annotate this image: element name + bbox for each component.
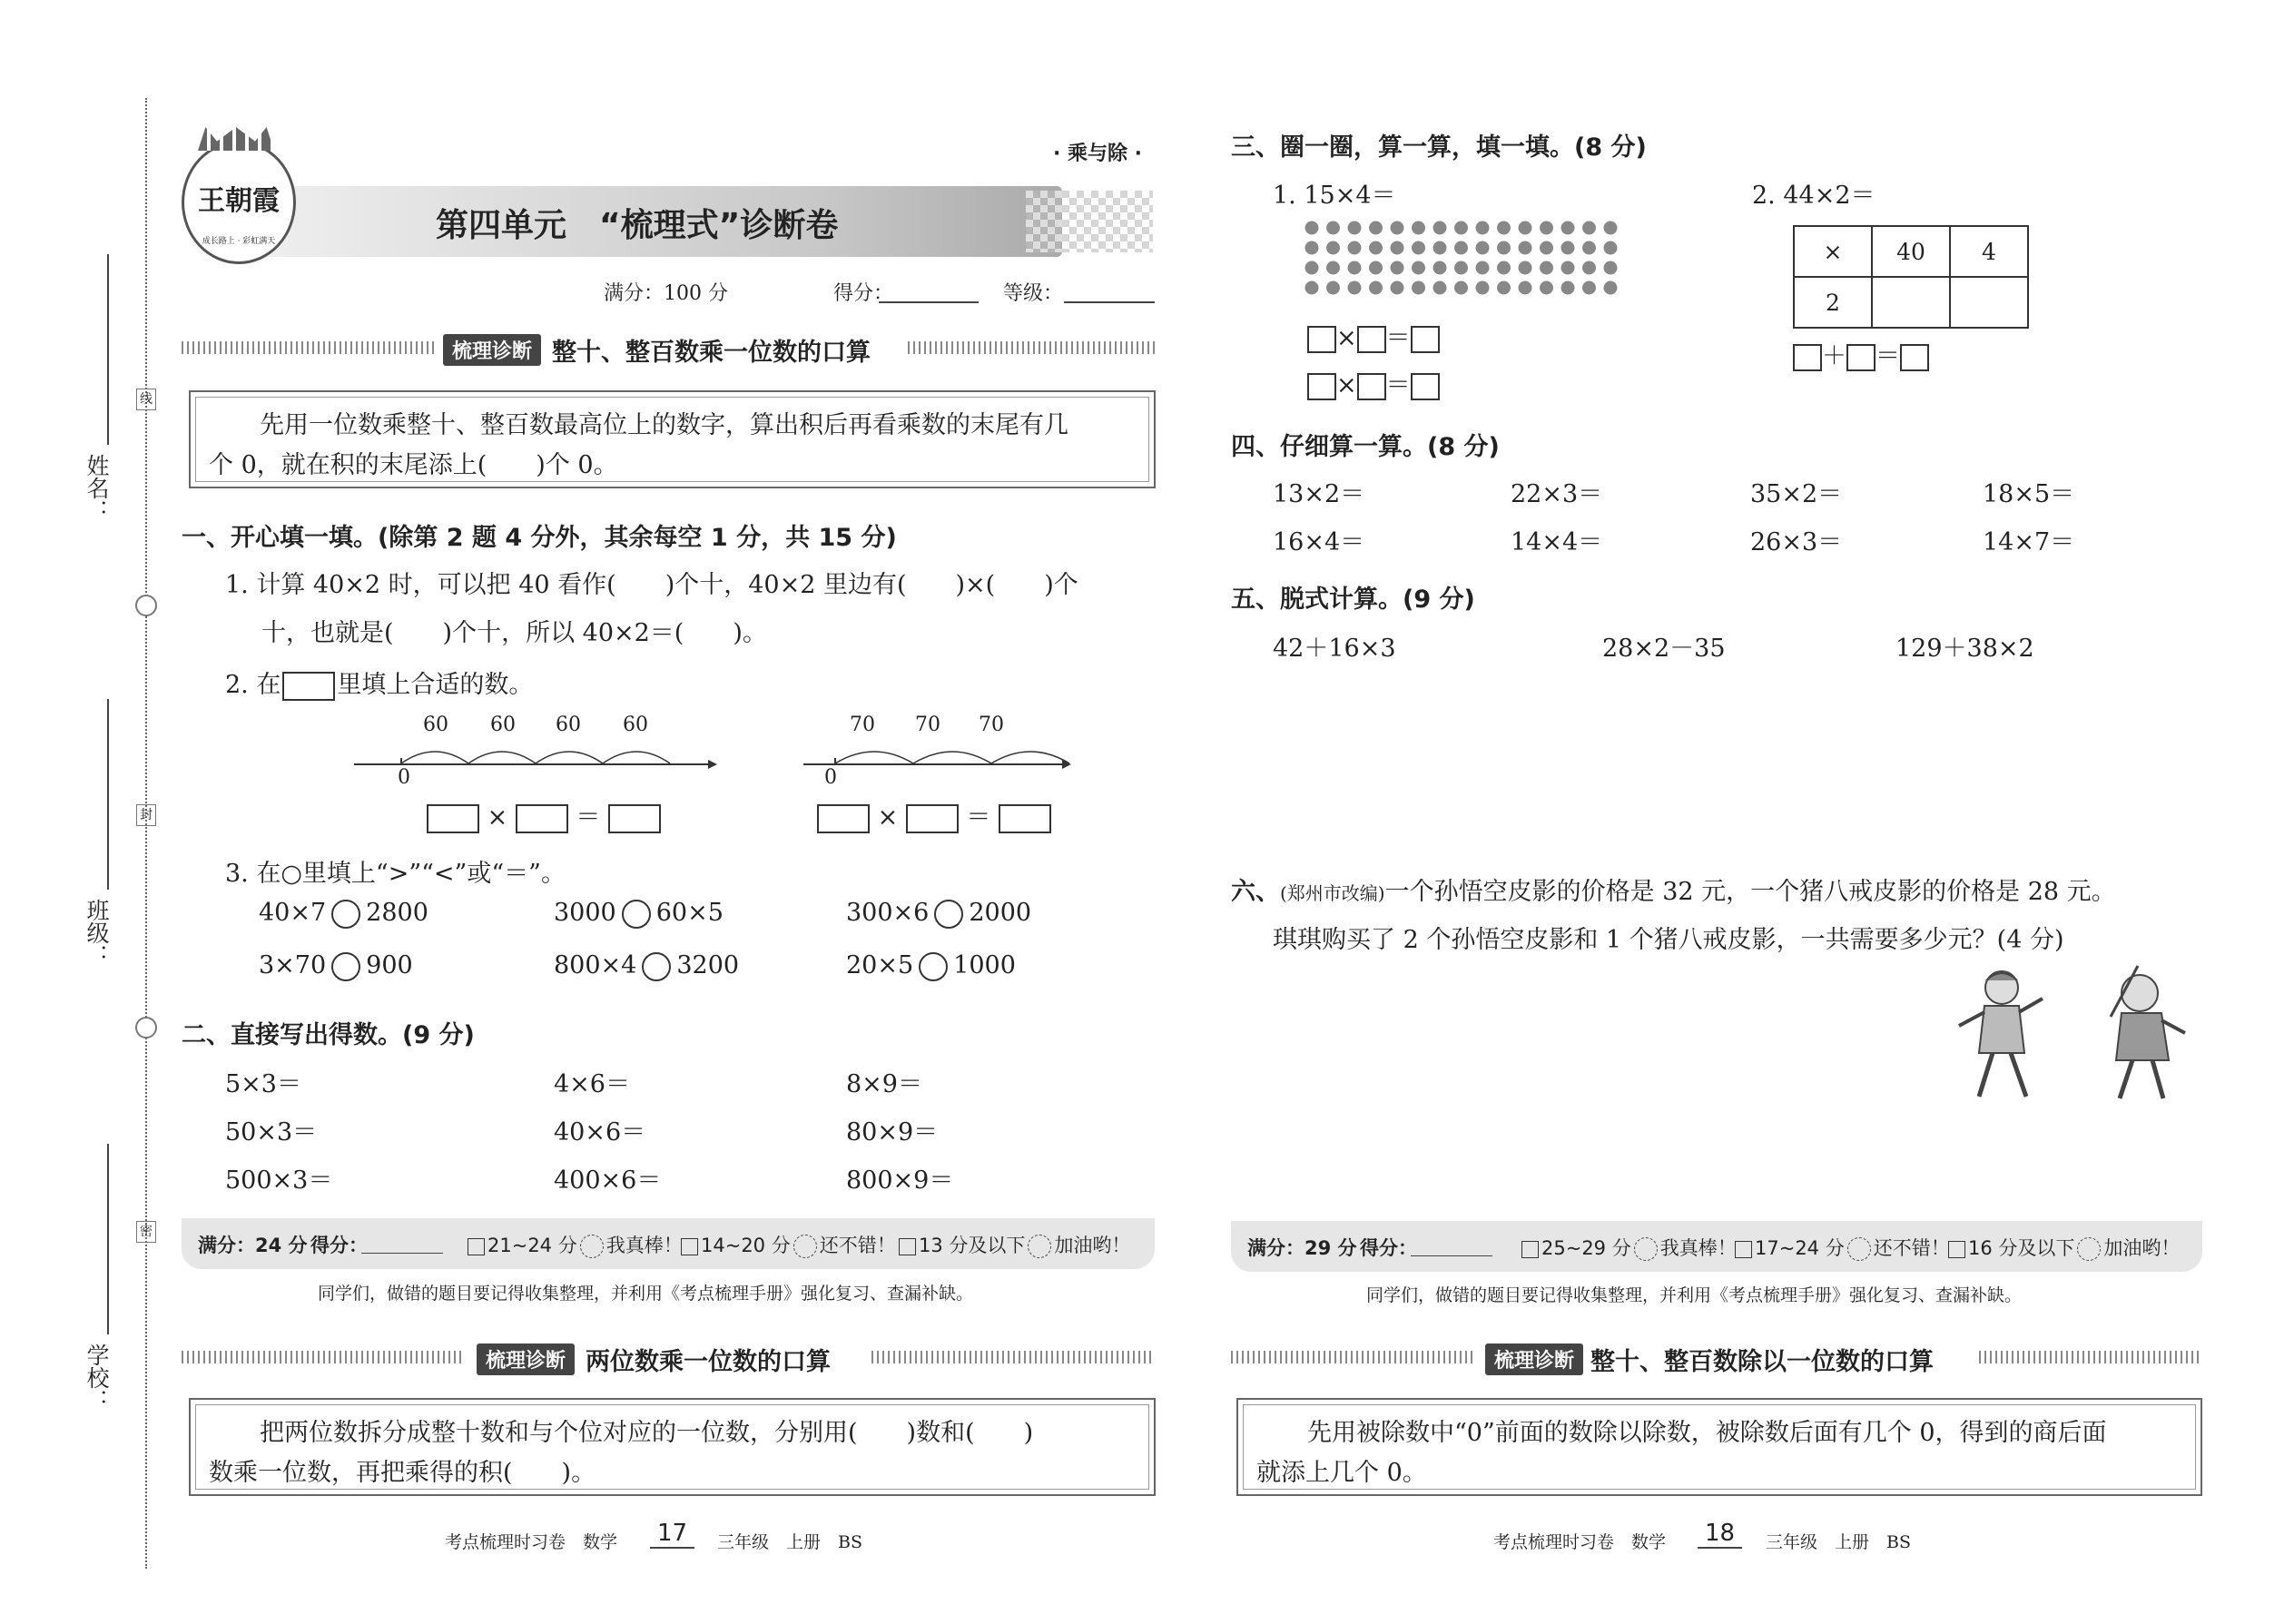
array-dot (1561, 221, 1575, 235)
array-dot (1454, 261, 1468, 275)
compare-item: 300×6 2000 (846, 899, 1032, 927)
word-problem-line: 琪琪购买了 2 个孙悟空皮影和 1 个猪八戒皮影，一共需要多少元？(4 分) (1273, 926, 2064, 954)
compare-item: 800×4 3200 (554, 951, 740, 979)
array-dot (1476, 241, 1490, 255)
answer-box-icon (282, 672, 335, 701)
array-dot (1540, 221, 1553, 235)
array-dot (1497, 261, 1511, 275)
grade-field[interactable] (1064, 301, 1155, 303)
seal-mark-seal: 封 (136, 804, 156, 826)
table-cell: × (1794, 226, 1872, 277)
seal-mark-line: 线 (136, 389, 156, 410)
array-dot (1519, 281, 1532, 295)
grade-label: 等级： (1003, 282, 1064, 305)
calc-item: 500×3＝ (225, 1166, 333, 1195)
array-dot (1326, 241, 1340, 255)
array-dot (1391, 281, 1404, 295)
footer-book: 考点梳理时习卷 数学 (1493, 1532, 1667, 1552)
zero-label: 0 (398, 766, 410, 789)
array-dot (1305, 281, 1319, 295)
array-dot (1561, 281, 1575, 295)
answer-box-icon[interactable] (999, 804, 1051, 833)
checkbox[interactable] (468, 1238, 485, 1255)
diag-tag: 梳理诊断 (477, 1343, 575, 1375)
equation-boxes: × ＝ (1307, 318, 1440, 353)
array-dot (1519, 261, 1532, 275)
jump-label: 70 (979, 714, 1004, 736)
array-dot (1476, 281, 1490, 295)
question-text: 1. 计算 40×2 时，可以把 40 看作( )个十，40×2 里边有( )×( )个 (225, 571, 1078, 599)
checkbox[interactable] (899, 1238, 916, 1255)
array-dot (1326, 261, 1340, 275)
checkbox[interactable] (681, 1238, 698, 1255)
diag-tag: 梳理诊断 (443, 334, 541, 366)
divider (1231, 1351, 1476, 1363)
array-dot (1454, 241, 1468, 255)
compare-circle-icon[interactable] (642, 952, 671, 981)
array-dot (1604, 241, 1618, 255)
array-dot (1604, 261, 1618, 275)
array-dot (1305, 241, 1319, 255)
answer-box-icon[interactable] (817, 804, 870, 833)
score-bar: 满分：29 分 得分： 25~29 分 我真棒！ 17~24 分 还不错！ 16 分及以下 加油哟！ (1231, 1221, 2202, 1272)
array-dot (1561, 241, 1575, 255)
answer-box-icon[interactable] (1411, 326, 1440, 353)
array-dot (1604, 221, 1618, 235)
score-field[interactable] (1411, 1255, 1492, 1256)
footer-grade: 三年级 上册 BS (717, 1532, 862, 1552)
divider (871, 1351, 1155, 1363)
question-2: 2. 在 里填上合适的数。 (225, 671, 534, 699)
array-dot (1519, 241, 1532, 255)
banner-pattern (1026, 191, 1153, 252)
calc-item: 50×3＝ (225, 1118, 318, 1147)
jump-label: 70 (915, 714, 940, 736)
array-dot (1348, 241, 1362, 255)
array-dot (1604, 281, 1618, 295)
compare-circle-icon[interactable] (919, 952, 948, 981)
full-score: 满分：100 分 (604, 282, 728, 305)
calc-item: 22×3＝ (1511, 480, 1603, 508)
array-dot (1497, 241, 1511, 255)
compare-item: 3×70 900 (259, 951, 413, 979)
calc-item: 5×3＝ (225, 1070, 301, 1098)
array-dot (1582, 261, 1596, 275)
array-dot (1582, 281, 1596, 295)
jump-label: 70 (850, 714, 875, 736)
smile-icon (2077, 1237, 2101, 1261)
school-label: 学校： (84, 1343, 110, 1412)
calc-item: 13×2＝ (1273, 480, 1365, 508)
jump-label: 60 (623, 714, 648, 736)
compare-circle-icon[interactable] (331, 952, 360, 981)
table-cell: 2 (1794, 277, 1872, 328)
checkbox[interactable] (1521, 1241, 1539, 1258)
compare-item: 20×5 1000 (846, 951, 1016, 979)
page-title: 第四单元 “梳理式”诊断卷 (436, 207, 839, 244)
array-dot (1369, 221, 1383, 235)
answer-box-icon[interactable] (427, 804, 479, 833)
checkbox[interactable] (1948, 1241, 1965, 1258)
smile-icon (1634, 1237, 1658, 1261)
tip-text: 先用被除数中“0”前面的数除以除数，被除数后面有几个 0，得到的商后面 (1307, 1419, 2107, 1447)
array-dot (1305, 221, 1319, 235)
footer-grade: 三年级 上册 BS (1766, 1532, 1911, 1552)
jump-label: 60 (490, 714, 516, 736)
divider (1979, 1351, 2202, 1363)
array-dot (1433, 261, 1447, 275)
array-dot (1454, 221, 1468, 235)
checkbox[interactable] (1735, 1241, 1752, 1258)
calc-item: 8×9＝ (846, 1070, 922, 1098)
calc-item: 35×2＝ (1750, 480, 1843, 508)
array-dot (1433, 221, 1447, 235)
binding-dotted-line (145, 98, 147, 1569)
section-title: 三、圈一圈，算一算，填一填。(8 分) (1231, 133, 1647, 162)
array-dot (1391, 221, 1404, 235)
array-dot (1369, 281, 1383, 295)
footer-book: 考点梳理时习卷 数学 (445, 1532, 618, 1552)
answer-box-icon[interactable] (516, 804, 568, 833)
section-title: 一、开心填一填。(除第 2 题 4 分外，其余每空 1 分，共 15 分) (182, 524, 897, 552)
answer-box-icon[interactable] (1357, 326, 1386, 353)
array-dot (1497, 221, 1511, 235)
diag-tag: 梳理诊断 (1485, 1343, 1583, 1375)
compare-circle-icon[interactable] (934, 900, 963, 929)
calc-item: 40×6＝ (554, 1118, 646, 1147)
smile-icon (793, 1235, 817, 1258)
table-cell: 40 (1872, 226, 1950, 277)
array-dot (1412, 281, 1425, 295)
section-title: 四、仔细算一算。(8 分) (1231, 433, 1500, 461)
array-dot (1391, 261, 1404, 275)
tip-text: 先用一位数乘整十、整百数最高位上的数字，算出积后再看乘数的末尾有几 (260, 411, 1068, 439)
puppet-figure-icon (1952, 962, 2052, 1103)
array-dot (1412, 261, 1425, 275)
answer-box-icon[interactable] (1307, 373, 1336, 400)
array-dot (1582, 221, 1596, 235)
calc-item: 42＋16×3 (1273, 635, 1396, 663)
calc-item: 14×7＝ (1983, 528, 2075, 556)
compare-item: 40×7 2800 (259, 899, 428, 927)
equation-boxes: × ＝ (817, 797, 1051, 833)
table-cell: 4 (1950, 226, 2028, 277)
review-note: 同学们，做错的题目要记得收集整理，并利用《考点梳理手册》强化复习、查漏补缺。 (318, 1284, 974, 1304)
divider (182, 341, 436, 354)
diag-title: 整十、整百数除以一位数的口算 (1590, 1348, 1934, 1376)
array-dot (1348, 281, 1362, 295)
smile-icon (580, 1235, 604, 1258)
array-dot (1348, 221, 1362, 235)
multiplication-table (1793, 225, 2029, 329)
array-dot (1369, 241, 1383, 255)
smile-icon (1028, 1235, 1051, 1258)
calc-item: 80×9＝ (846, 1118, 939, 1147)
diag-title: 整十、整百数乘一位数的口算 (552, 339, 871, 367)
tip-text: 就添上几个 0。 (1256, 1459, 1427, 1487)
compare-circle-icon[interactable] (622, 900, 651, 929)
array-dot (1412, 221, 1425, 235)
score-label: 得分： (833, 282, 894, 305)
name-field[interactable] (107, 254, 109, 445)
calc-item: 4×6＝ (554, 1070, 630, 1098)
jump-label: 60 (423, 714, 448, 736)
calc-item: 400×6＝ (554, 1166, 662, 1195)
array-dot (1561, 261, 1575, 275)
unit-tag: · 乘与除 · (1053, 143, 1143, 165)
answer-box-icon[interactable] (608, 804, 661, 833)
array-dot (1540, 241, 1553, 255)
equation-boxes: ＋ ＝ (1793, 336, 1929, 371)
calc-item: 14×4＝ (1511, 528, 1603, 556)
calc-item: 129＋38×2 (1895, 635, 2034, 663)
answer-box-icon[interactable] (906, 804, 959, 833)
calc-item: 18×5＝ (1983, 480, 2075, 508)
answer-box-icon[interactable] (1846, 344, 1876, 371)
calc-item: 16×4＝ (1273, 528, 1365, 556)
array-dot (1433, 281, 1447, 295)
answer-box-icon[interactable] (1900, 344, 1929, 371)
equation-boxes: × ＝ (427, 797, 661, 833)
crown-icon (198, 127, 274, 151)
question-text: 2. 44×2＝ (1752, 182, 1876, 210)
binding-hole-icon (135, 595, 157, 616)
seal-mark-secret: 密 (136, 1221, 156, 1243)
puppet-figure-icon (2092, 962, 2192, 1103)
answer-box-icon[interactable] (1411, 373, 1440, 400)
calc-item: 26×3＝ (1750, 528, 1843, 556)
array-dot (1454, 281, 1468, 295)
question-text: 1. 15×4＝ (1273, 182, 1396, 210)
equation-boxes: × ＝ (1307, 365, 1440, 400)
compare-item: 3000 60×5 (554, 899, 724, 927)
array-dot (1412, 241, 1425, 255)
score-field[interactable] (361, 1253, 443, 1254)
class-field[interactable] (107, 699, 109, 890)
table-cell-blank[interactable] (1872, 277, 1950, 328)
answer-box-icon[interactable] (1357, 373, 1386, 400)
tip-text: 把两位数拆分成整十数和与个位对应的一位数，分别用( )数和( ) (260, 1419, 1034, 1447)
tip-text: 数乘一位数，再把乘得的积( )。 (209, 1459, 596, 1487)
array-dot (1476, 261, 1490, 275)
array-dot (1326, 281, 1340, 295)
compare-circle-icon[interactable] (331, 900, 360, 929)
word-problem: 六、(郑州市改编)一个孙悟空皮影的价格是 32 元，一个猪八戒皮影的价格是 28 元。 (1231, 878, 2116, 906)
name-label: 姓名： (84, 454, 110, 522)
diag-title: 两位数乘一位数的口算 (586, 1348, 831, 1376)
question-text: 十，也就是( )个十，所以 40×2＝( )。 (261, 619, 767, 647)
jump-label: 60 (556, 714, 581, 736)
binding-hole-icon (135, 1017, 157, 1038)
page-number: 17 (650, 1520, 694, 1549)
brand-logo: 王朝霞 成长路上 · 彩虹满天 (182, 141, 296, 264)
page-number: 18 (1698, 1520, 1742, 1549)
array-dot (1369, 261, 1383, 275)
zero-label: 0 (824, 766, 837, 789)
array-dot (1582, 241, 1596, 255)
answer-box-icon[interactable] (1793, 344, 1822, 371)
score-field[interactable] (879, 301, 979, 303)
array-dot (1433, 241, 1447, 255)
section-title: 二、直接写出得数。(9 分) (182, 1021, 475, 1049)
divider (908, 341, 1155, 354)
array-dot (1540, 281, 1553, 295)
answer-box-icon[interactable] (1307, 326, 1336, 353)
array-dot (1391, 241, 1404, 255)
array-dot (1326, 221, 1340, 235)
array-dot (1476, 221, 1490, 235)
question-text: 3. 在○里填上“>”“<”或“＝”。 (225, 860, 566, 888)
smile-icon (1847, 1237, 1871, 1261)
array-dot (1540, 261, 1553, 275)
array-dot (1305, 261, 1319, 275)
calc-item: 28×2－35 (1602, 635, 1726, 663)
array-dot (1348, 261, 1362, 275)
divider (182, 1351, 463, 1363)
section-title: 五、脱式计算。(9 分) (1231, 586, 1475, 614)
dot-array (1304, 220, 1626, 301)
score-bar: 满分：24 分 得分： 21~24 分 我真棒！ 14~20 分 还不错！ 13 分及以下 加油哟！ (182, 1218, 1155, 1269)
calc-item: 800×9＝ (846, 1166, 954, 1195)
tip-text: 个 0，就在积的末尾添上( )个 0。 (209, 451, 618, 479)
review-note: 同学们，做错的题目要记得收集整理，并利用《考点梳理手册》强化复习、查漏补缺。 (1366, 1285, 2023, 1305)
array-dot (1519, 221, 1532, 235)
array-dot (1497, 281, 1511, 295)
school-field[interactable] (107, 1144, 109, 1334)
table-cell-blank[interactable] (1950, 277, 2028, 328)
class-label: 班级： (84, 899, 110, 967)
